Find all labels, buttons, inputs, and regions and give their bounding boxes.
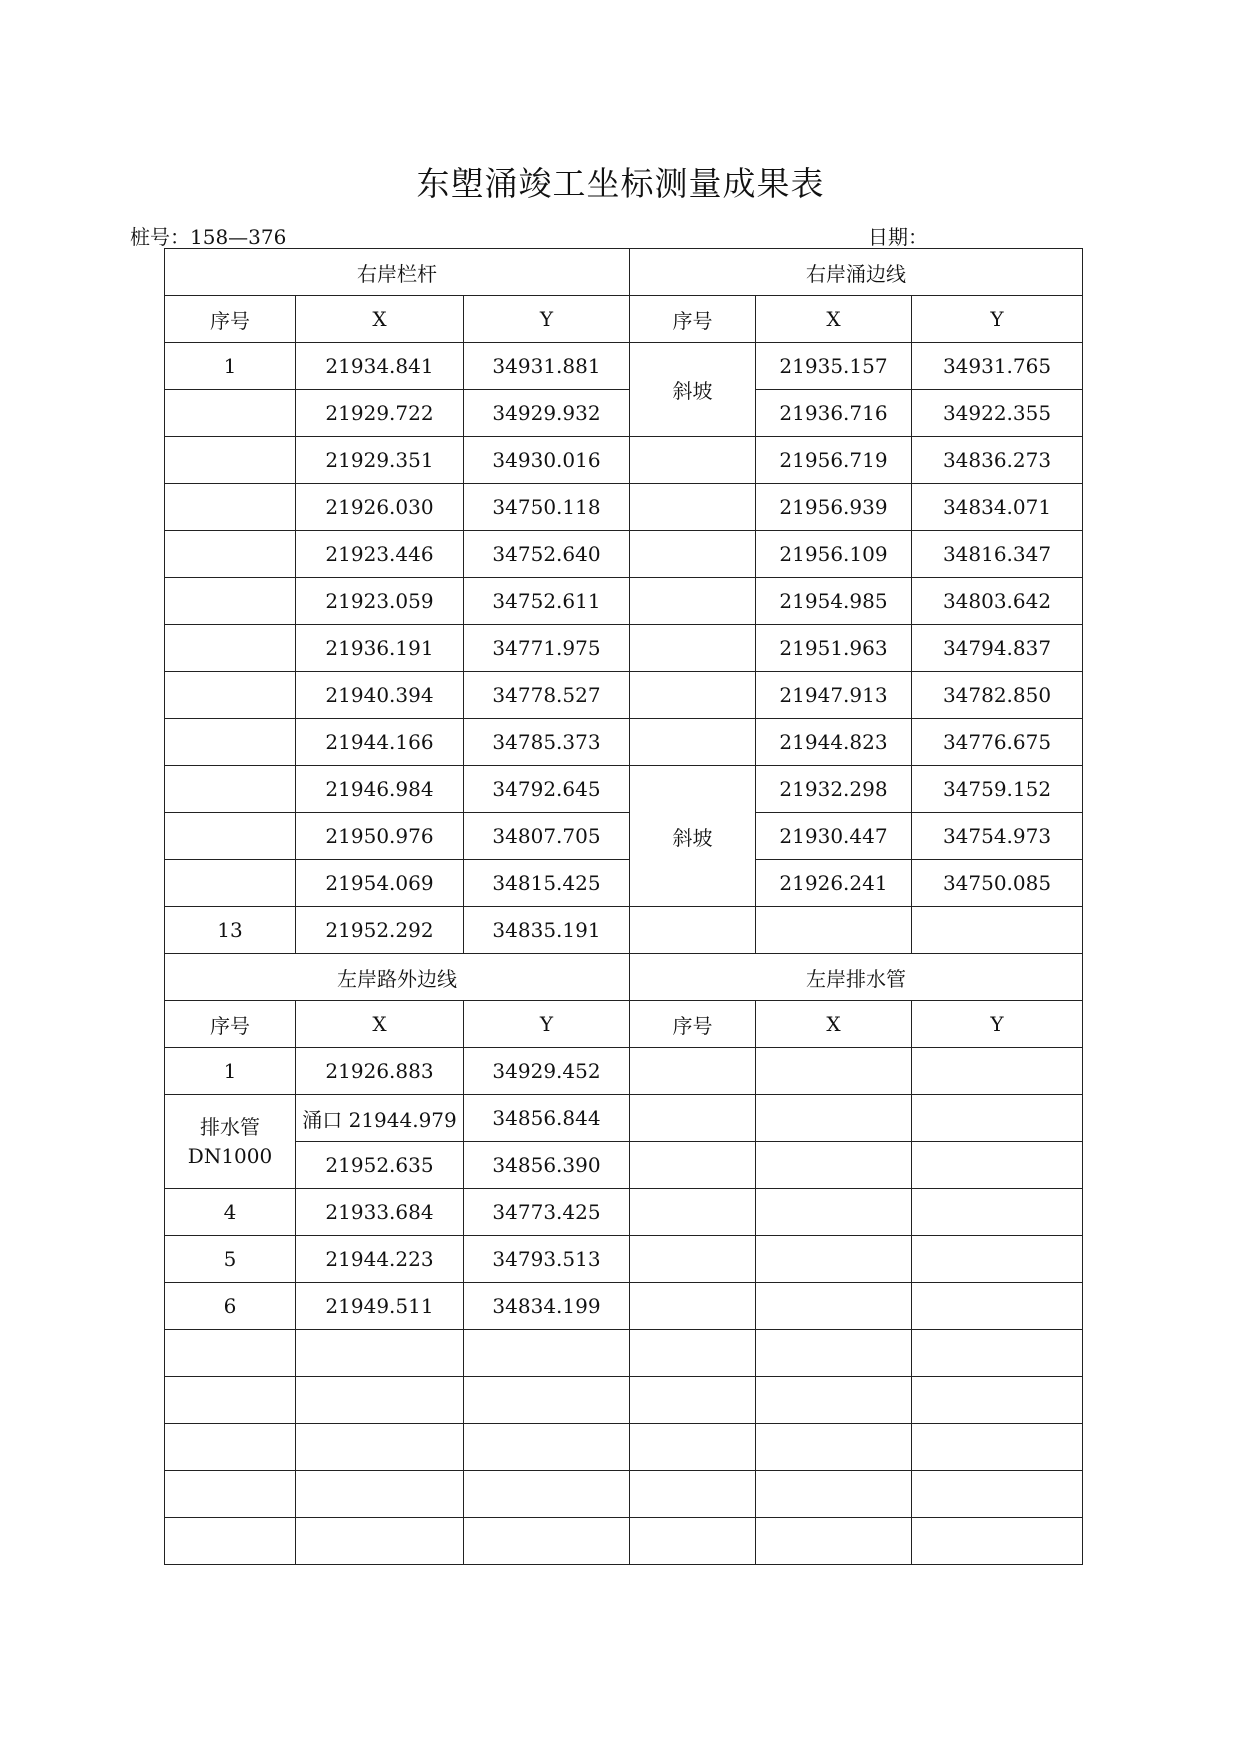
page-title: 东塱涌竣工坐标测量成果表 bbox=[416, 164, 825, 203]
table-row bbox=[165, 343, 1083, 390]
x-coordinate: 21933.684 bbox=[296, 1189, 464, 1236]
y-coordinate: 34754.973 bbox=[912, 813, 1083, 860]
section-title-left-bank-drain: 左岸排水管 bbox=[630, 954, 1083, 1001]
x-coordinate bbox=[296, 1518, 464, 1565]
empty-cell bbox=[756, 1377, 912, 1424]
x-coordinate: 21926.241 bbox=[756, 860, 912, 907]
table-row bbox=[165, 813, 1083, 860]
empty-cell bbox=[630, 1424, 756, 1471]
x-coordinate: 21956.109 bbox=[756, 531, 912, 578]
empty-cell bbox=[912, 1330, 1083, 1377]
table-row bbox=[165, 1142, 1083, 1189]
empty-cell bbox=[756, 1142, 912, 1189]
row-number: 1 bbox=[165, 1048, 296, 1095]
x-coordinate: 21934.841 bbox=[296, 343, 464, 390]
empty-cell bbox=[630, 1377, 756, 1424]
row-number bbox=[165, 531, 296, 578]
y-coordinate: 34794.837 bbox=[912, 625, 1083, 672]
y-coordinate: 34856.844 bbox=[464, 1095, 630, 1142]
column-header: 序号 bbox=[630, 296, 756, 343]
table-row bbox=[165, 766, 1083, 813]
y-coordinate bbox=[464, 1330, 630, 1377]
table-row bbox=[165, 531, 1083, 578]
x-coordinate: 21946.984 bbox=[296, 766, 464, 813]
x-coordinate: 21923.446 bbox=[296, 531, 464, 578]
table-row bbox=[165, 719, 1083, 766]
y-coordinate bbox=[464, 1518, 630, 1565]
row-number bbox=[165, 1377, 296, 1424]
empty-cell bbox=[756, 1189, 912, 1236]
table-row bbox=[165, 390, 1083, 437]
column-header: X bbox=[296, 1001, 464, 1048]
x-coordinate: 21947.913 bbox=[756, 672, 912, 719]
row-number: 13 bbox=[165, 907, 296, 954]
section-header-row bbox=[165, 249, 1083, 296]
empty-cell bbox=[630, 1189, 756, 1236]
y-coordinate: 34835.191 bbox=[464, 907, 630, 954]
x-coordinate: 21944.823 bbox=[756, 719, 912, 766]
y-coordinate: 34778.527 bbox=[464, 672, 630, 719]
table-row bbox=[165, 1048, 1083, 1095]
column-header-row bbox=[165, 296, 1083, 343]
row-number bbox=[165, 484, 296, 531]
empty-cell bbox=[912, 1283, 1083, 1330]
y-coordinate: 34807.705 bbox=[464, 813, 630, 860]
x-coordinate: 21944.223 bbox=[296, 1236, 464, 1283]
row-number: 6 bbox=[165, 1283, 296, 1330]
survey-table bbox=[164, 248, 1083, 1565]
y-coordinate: 34803.642 bbox=[912, 578, 1083, 625]
row-number bbox=[630, 578, 756, 625]
empty-cell bbox=[912, 1471, 1083, 1518]
row-number bbox=[165, 1330, 296, 1377]
empty-cell bbox=[756, 1048, 912, 1095]
x-coordinate: 21935.157 bbox=[756, 343, 912, 390]
table-row bbox=[165, 437, 1083, 484]
table-row bbox=[165, 1189, 1083, 1236]
x-coordinate: 21923.059 bbox=[296, 578, 464, 625]
column-header: Y bbox=[912, 296, 1083, 343]
row-number bbox=[630, 625, 756, 672]
y-coordinate: 34759.152 bbox=[912, 766, 1083, 813]
table-row bbox=[165, 672, 1083, 719]
row-number bbox=[630, 484, 756, 531]
column-header: Y bbox=[464, 296, 630, 343]
table-row bbox=[165, 1283, 1083, 1330]
empty-cell bbox=[630, 1236, 756, 1283]
y-coordinate: 34922.355 bbox=[912, 390, 1083, 437]
y-coordinate: 34785.373 bbox=[464, 719, 630, 766]
empty-cell bbox=[630, 1471, 756, 1518]
column-header: Y bbox=[464, 1001, 630, 1048]
y-coordinate: 34771.975 bbox=[464, 625, 630, 672]
empty-cell bbox=[756, 1471, 912, 1518]
column-header: 序号 bbox=[165, 1001, 296, 1048]
y-coordinate bbox=[464, 1424, 630, 1471]
column-header: X bbox=[756, 296, 912, 343]
empty-cell bbox=[756, 1236, 912, 1283]
y-coordinate: 34931.765 bbox=[912, 343, 1083, 390]
x-coordinate: 21950.976 bbox=[296, 813, 464, 860]
empty-cell bbox=[756, 1095, 912, 1142]
table-row bbox=[165, 1518, 1083, 1565]
x-coordinate: 21929.351 bbox=[296, 437, 464, 484]
row-number bbox=[165, 719, 296, 766]
y-coordinate: 34931.881 bbox=[464, 343, 630, 390]
empty-cell bbox=[912, 1377, 1083, 1424]
row-number bbox=[630, 531, 756, 578]
row-number bbox=[630, 437, 756, 484]
x-coordinate: 21936.191 bbox=[296, 625, 464, 672]
y-coordinate: 34750.085 bbox=[912, 860, 1083, 907]
row-number: 1 bbox=[165, 343, 296, 390]
empty-cell bbox=[756, 1283, 912, 1330]
empty-cell bbox=[912, 1424, 1083, 1471]
date-label: 日期： bbox=[868, 225, 928, 249]
row-number bbox=[165, 860, 296, 907]
row-number bbox=[165, 672, 296, 719]
x-coordinate bbox=[296, 1377, 464, 1424]
y-coordinate: 34782.850 bbox=[912, 672, 1083, 719]
y-coordinate bbox=[912, 907, 1083, 954]
row-number bbox=[165, 1471, 296, 1518]
column-header: Y bbox=[912, 1001, 1083, 1048]
empty-cell bbox=[912, 1048, 1083, 1095]
section-title-right-bank-edge: 右岸涌边线 bbox=[630, 249, 1083, 296]
y-coordinate: 34816.347 bbox=[912, 531, 1083, 578]
table-row bbox=[165, 907, 1083, 954]
empty-cell bbox=[912, 1236, 1083, 1283]
row-number-drain-pipe: 排水管 DN1000 bbox=[165, 1095, 296, 1189]
section-title-right-bank-railing: 右岸栏杆 bbox=[165, 249, 630, 296]
section-title-left-bank-road-edge: 左岸路外边线 bbox=[165, 954, 630, 1001]
x-coordinate: 21940.394 bbox=[296, 672, 464, 719]
column-header-row bbox=[165, 1001, 1083, 1048]
empty-cell bbox=[756, 1330, 912, 1377]
row-number-slope: 斜坡 bbox=[630, 343, 756, 437]
y-coordinate: 34929.932 bbox=[464, 390, 630, 437]
x-coordinate: 21954.985 bbox=[756, 578, 912, 625]
row-number bbox=[165, 1424, 296, 1471]
row-number: 4 bbox=[165, 1189, 296, 1236]
x-coordinate: 涌口 21944.979 bbox=[296, 1095, 464, 1142]
row-number bbox=[630, 672, 756, 719]
y-coordinate: 34930.016 bbox=[464, 437, 630, 484]
table-row bbox=[165, 625, 1083, 672]
row-number bbox=[165, 390, 296, 437]
y-coordinate: 34836.273 bbox=[912, 437, 1083, 484]
x-coordinate: 21932.298 bbox=[756, 766, 912, 813]
empty-cell bbox=[912, 1142, 1083, 1189]
x-coordinate: 21949.511 bbox=[296, 1283, 464, 1330]
y-coordinate: 34776.675 bbox=[912, 719, 1083, 766]
x-coordinate: 21926.030 bbox=[296, 484, 464, 531]
x-coordinate: 21929.722 bbox=[296, 390, 464, 437]
empty-cell bbox=[630, 1048, 756, 1095]
empty-cell bbox=[912, 1518, 1083, 1565]
x-coordinate: 21954.069 bbox=[296, 860, 464, 907]
x-coordinate: 21951.963 bbox=[756, 625, 912, 672]
empty-cell bbox=[630, 1283, 756, 1330]
table-row bbox=[165, 1424, 1083, 1471]
y-coordinate: 34752.640 bbox=[464, 531, 630, 578]
row-number bbox=[165, 578, 296, 625]
empty-cell bbox=[912, 1189, 1083, 1236]
x-coordinate: 21926.883 bbox=[296, 1048, 464, 1095]
stake-number: 桩号：158—376 bbox=[130, 225, 287, 249]
table-row bbox=[165, 578, 1083, 625]
table-row bbox=[165, 1471, 1083, 1518]
empty-cell bbox=[756, 1518, 912, 1565]
column-header: X bbox=[296, 296, 464, 343]
y-coordinate: 34834.199 bbox=[464, 1283, 630, 1330]
column-header: 序号 bbox=[165, 296, 296, 343]
y-coordinate bbox=[464, 1377, 630, 1424]
y-coordinate: 34856.390 bbox=[464, 1142, 630, 1189]
y-coordinate bbox=[464, 1471, 630, 1518]
x-coordinate: 21936.716 bbox=[756, 390, 912, 437]
table-row bbox=[165, 1236, 1083, 1283]
column-header: 序号 bbox=[630, 1001, 756, 1048]
row-number: 5 bbox=[165, 1236, 296, 1283]
y-coordinate: 34929.452 bbox=[464, 1048, 630, 1095]
empty-cell bbox=[630, 1330, 756, 1377]
y-coordinate: 34834.071 bbox=[912, 484, 1083, 531]
table-row bbox=[165, 1095, 1083, 1142]
empty-cell bbox=[912, 1095, 1083, 1142]
x-coordinate: 21930.447 bbox=[756, 813, 912, 860]
column-header: X bbox=[756, 1001, 912, 1048]
x-coordinate: 21956.939 bbox=[756, 484, 912, 531]
table-row bbox=[165, 484, 1083, 531]
survey-table-body bbox=[165, 249, 1083, 1565]
y-coordinate: 34793.513 bbox=[464, 1236, 630, 1283]
table-row bbox=[165, 1330, 1083, 1377]
x-coordinate bbox=[756, 907, 912, 954]
y-coordinate: 34792.645 bbox=[464, 766, 630, 813]
y-coordinate: 34752.611 bbox=[464, 578, 630, 625]
row-number bbox=[165, 437, 296, 484]
table-row bbox=[165, 1377, 1083, 1424]
x-coordinate: 21952.292 bbox=[296, 907, 464, 954]
x-coordinate: 21956.719 bbox=[756, 437, 912, 484]
row-number bbox=[165, 766, 296, 813]
y-coordinate: 34773.425 bbox=[464, 1189, 630, 1236]
empty-cell bbox=[630, 1518, 756, 1565]
row-number bbox=[165, 813, 296, 860]
row-number bbox=[165, 625, 296, 672]
y-coordinate: 34750.118 bbox=[464, 484, 630, 531]
y-coordinate: 34815.425 bbox=[464, 860, 630, 907]
x-coordinate: 21952.635 bbox=[296, 1142, 464, 1189]
row-number bbox=[630, 907, 756, 954]
section-header-row bbox=[165, 954, 1083, 1001]
empty-cell bbox=[756, 1424, 912, 1471]
x-coordinate: 21944.166 bbox=[296, 719, 464, 766]
empty-cell bbox=[630, 1095, 756, 1142]
table-row bbox=[165, 860, 1083, 907]
x-coordinate bbox=[296, 1424, 464, 1471]
x-coordinate bbox=[296, 1471, 464, 1518]
row-number bbox=[165, 1518, 296, 1565]
empty-cell bbox=[630, 1142, 756, 1189]
row-number bbox=[630, 719, 756, 766]
x-coordinate bbox=[296, 1330, 464, 1377]
row-number-slope: 斜坡 bbox=[630, 766, 756, 907]
